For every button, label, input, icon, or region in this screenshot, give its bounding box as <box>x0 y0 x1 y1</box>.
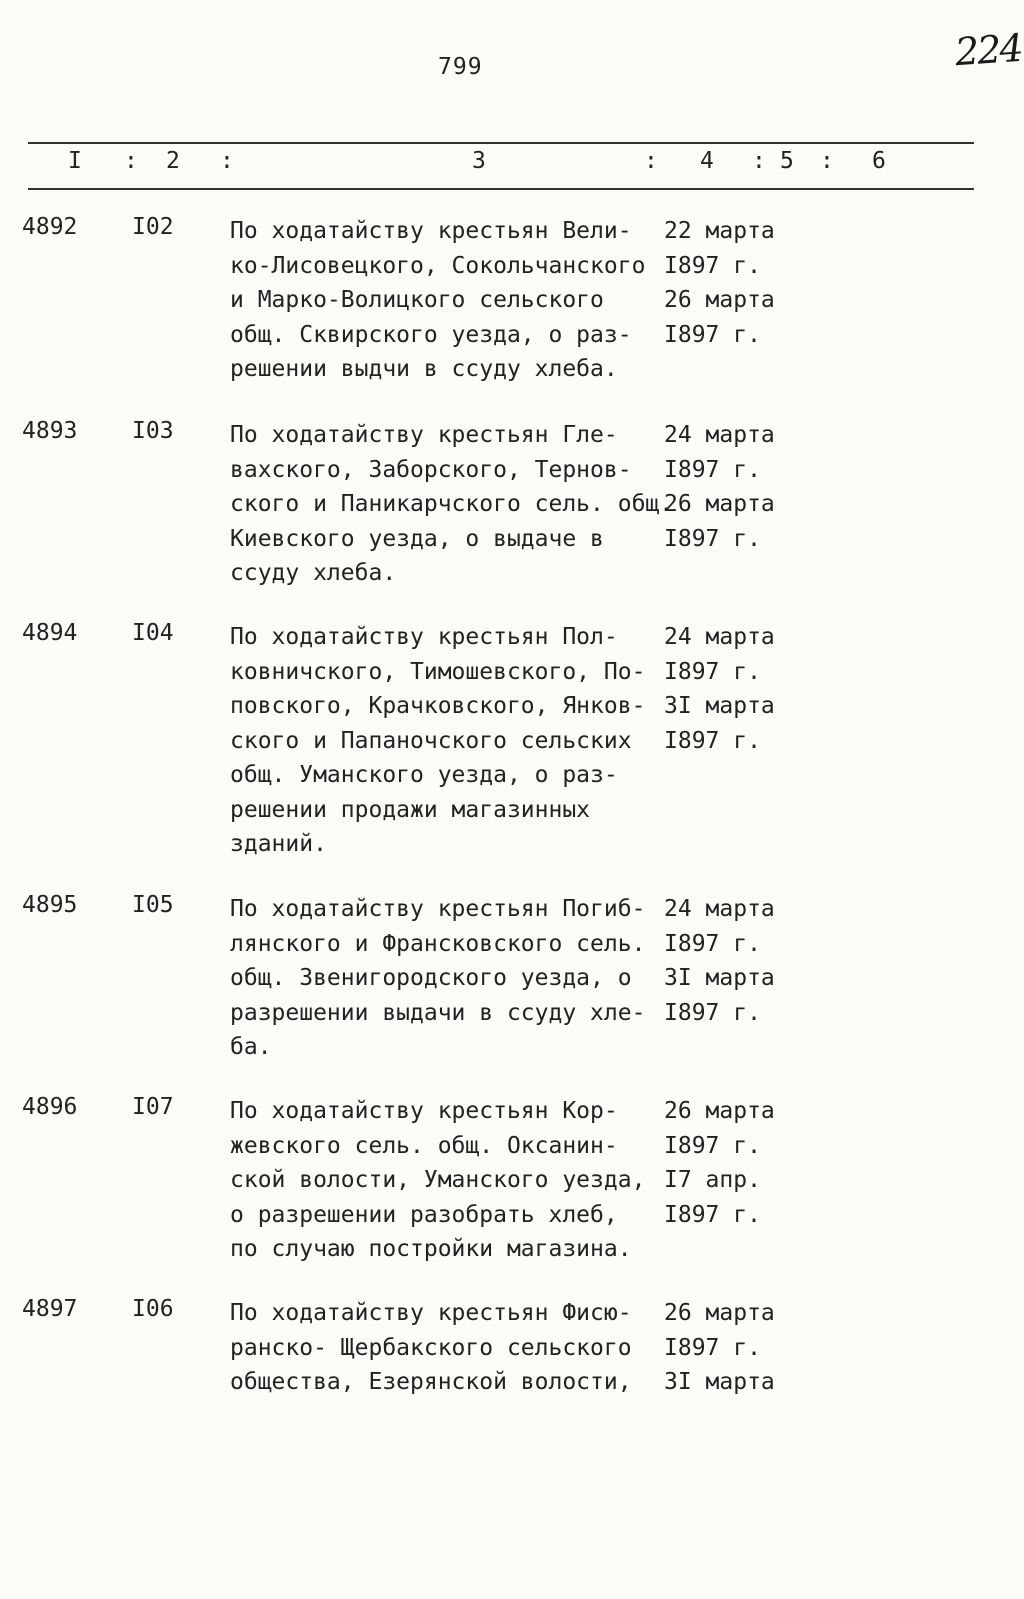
description-line: разрешении выдачи в ссуду хле- <box>230 999 646 1026</box>
description-line: По ходатайству крестьян Пол- <box>230 624 618 650</box>
entry-dates <box>664 418 775 556</box>
entry-description <box>230 892 645 1065</box>
date-line: 26 марта <box>664 1098 775 1124</box>
entry-folio: I03 <box>132 418 174 444</box>
description-line: жевского сель. общ. Оксанин- <box>230 1132 618 1159</box>
description-line: По ходатайству крестьян Погиб- <box>230 896 646 922</box>
entry-dates <box>664 214 775 352</box>
date-line: 24 марта <box>664 624 775 650</box>
date-line: I897 г. <box>664 321 761 348</box>
date-line: 26 марта <box>664 1300 775 1326</box>
description-line: зданий. <box>230 831 327 857</box>
description-line: ссуду хлеба. <box>230 560 397 586</box>
entry-folio: I07 <box>132 1094 174 1120</box>
table-header <box>0 148 1024 182</box>
description-line: По ходатайству крестьян Гле- <box>230 422 618 448</box>
table-top-rule <box>28 142 974 144</box>
date-line: 24 марта <box>664 422 775 448</box>
date-line: I897 г. <box>664 1132 761 1159</box>
date-line: 22 марта <box>664 218 775 244</box>
header-col-4: 4 <box>700 148 714 174</box>
date-line: I897 г. <box>664 1201 761 1228</box>
description-line: решении выдчи в ссуду хлеба. <box>230 356 618 382</box>
header-separator: : <box>752 148 766 174</box>
description-line: и Марко-Волицкого сельского <box>230 287 604 313</box>
description-line: ко-Лисовецкого, Сокольчанского <box>230 252 646 279</box>
description-line: ковничского, Тимошевского, По- <box>230 658 646 685</box>
entry-dates <box>664 892 775 1030</box>
description-line: общ. Уманского уезда, о раз- <box>230 762 618 788</box>
date-line: 3I марта <box>664 965 775 991</box>
entry-description <box>230 1296 632 1400</box>
description-line: решении продажи магазинных <box>230 796 591 823</box>
description-line: лянского и Франсковского сель. <box>230 930 646 957</box>
header-separator: : <box>220 148 234 174</box>
date-line: I7 апр. <box>664 1167 761 1193</box>
date-line: I897 г. <box>664 658 761 685</box>
description-line: По ходатайству крестьян Кор- <box>230 1098 618 1124</box>
date-line: 26 марта <box>664 491 775 517</box>
entry-description <box>230 214 645 387</box>
date-line: I897 г. <box>664 252 761 279</box>
header-separator: : <box>124 148 138 174</box>
date-line: 3I марта <box>664 1369 775 1395</box>
entry-description <box>230 1094 645 1267</box>
entry-number: 4895 <box>22 892 78 918</box>
header-separator: : <box>644 148 658 174</box>
description-line: ского и Паникарчского сель. общ. <box>230 491 674 517</box>
entry-number: 4897 <box>22 1296 78 1322</box>
description-line: о разрешении разобрать хлеб, <box>230 1201 618 1228</box>
description-line: ба. <box>230 1034 272 1060</box>
date-line: 26 марта <box>664 287 775 313</box>
header-col-2: 2 <box>166 148 180 174</box>
date-line: I897 г. <box>664 727 761 754</box>
description-line: общества, Езерянской волости, <box>230 1369 632 1395</box>
description-line: повского, Крачковского, Янков- <box>230 693 646 719</box>
description-line: по случаю постройки магазина. <box>230 1236 632 1262</box>
description-line: По ходатайству крестьян Фисю- <box>230 1300 632 1326</box>
entry-number: 4893 <box>22 418 78 444</box>
page-number: 799 <box>438 54 483 80</box>
description-line: вахского, Заборского, Тернов- <box>230 456 632 483</box>
entry-dates <box>664 1094 775 1232</box>
date-line: I897 г. <box>664 525 761 552</box>
description-line: общ. Сквирского уезда, о раз- <box>230 321 632 348</box>
date-line: I897 г. <box>664 456 761 483</box>
description-line: ской волости, Уманского уезда, <box>230 1167 646 1193</box>
description-line: ского и Папаночского сельских <box>230 727 632 754</box>
header-col-6: 6 <box>872 148 886 174</box>
entry-description <box>230 620 645 862</box>
header-col-5: 5 <box>780 148 794 174</box>
entry-folio: I05 <box>132 892 174 918</box>
archive-number: 224 <box>953 25 1023 75</box>
entry-folio: I04 <box>132 620 174 646</box>
date-line: I897 г. <box>664 930 761 957</box>
description-line: ранско- Щербакского сельского <box>230 1334 632 1361</box>
date-line: 24 марта <box>664 896 775 922</box>
entry-folio: I06 <box>132 1296 174 1322</box>
date-line: I897 г. <box>664 999 761 1026</box>
entry-folio: I02 <box>132 214 174 240</box>
table-header-rule <box>28 188 974 190</box>
header-col-1: I <box>68 148 82 174</box>
entry-dates <box>664 620 775 758</box>
entry-description <box>230 418 673 591</box>
description-line: По ходатайству крестьян Вели- <box>230 218 632 244</box>
description-line: общ. Звенигородского уезда, о <box>230 965 632 991</box>
entry-dates <box>664 1296 775 1400</box>
entry-number: 4896 <box>22 1094 78 1120</box>
description-line: Киевского уезда, о выдаче в <box>230 525 604 552</box>
header-col-3: 3 <box>472 148 486 174</box>
date-line: 3I марта <box>664 693 775 719</box>
date-line: I897 г. <box>664 1334 761 1361</box>
header-separator: : <box>820 148 834 174</box>
entry-number: 4894 <box>22 620 78 646</box>
entry-number: 4892 <box>22 214 78 240</box>
